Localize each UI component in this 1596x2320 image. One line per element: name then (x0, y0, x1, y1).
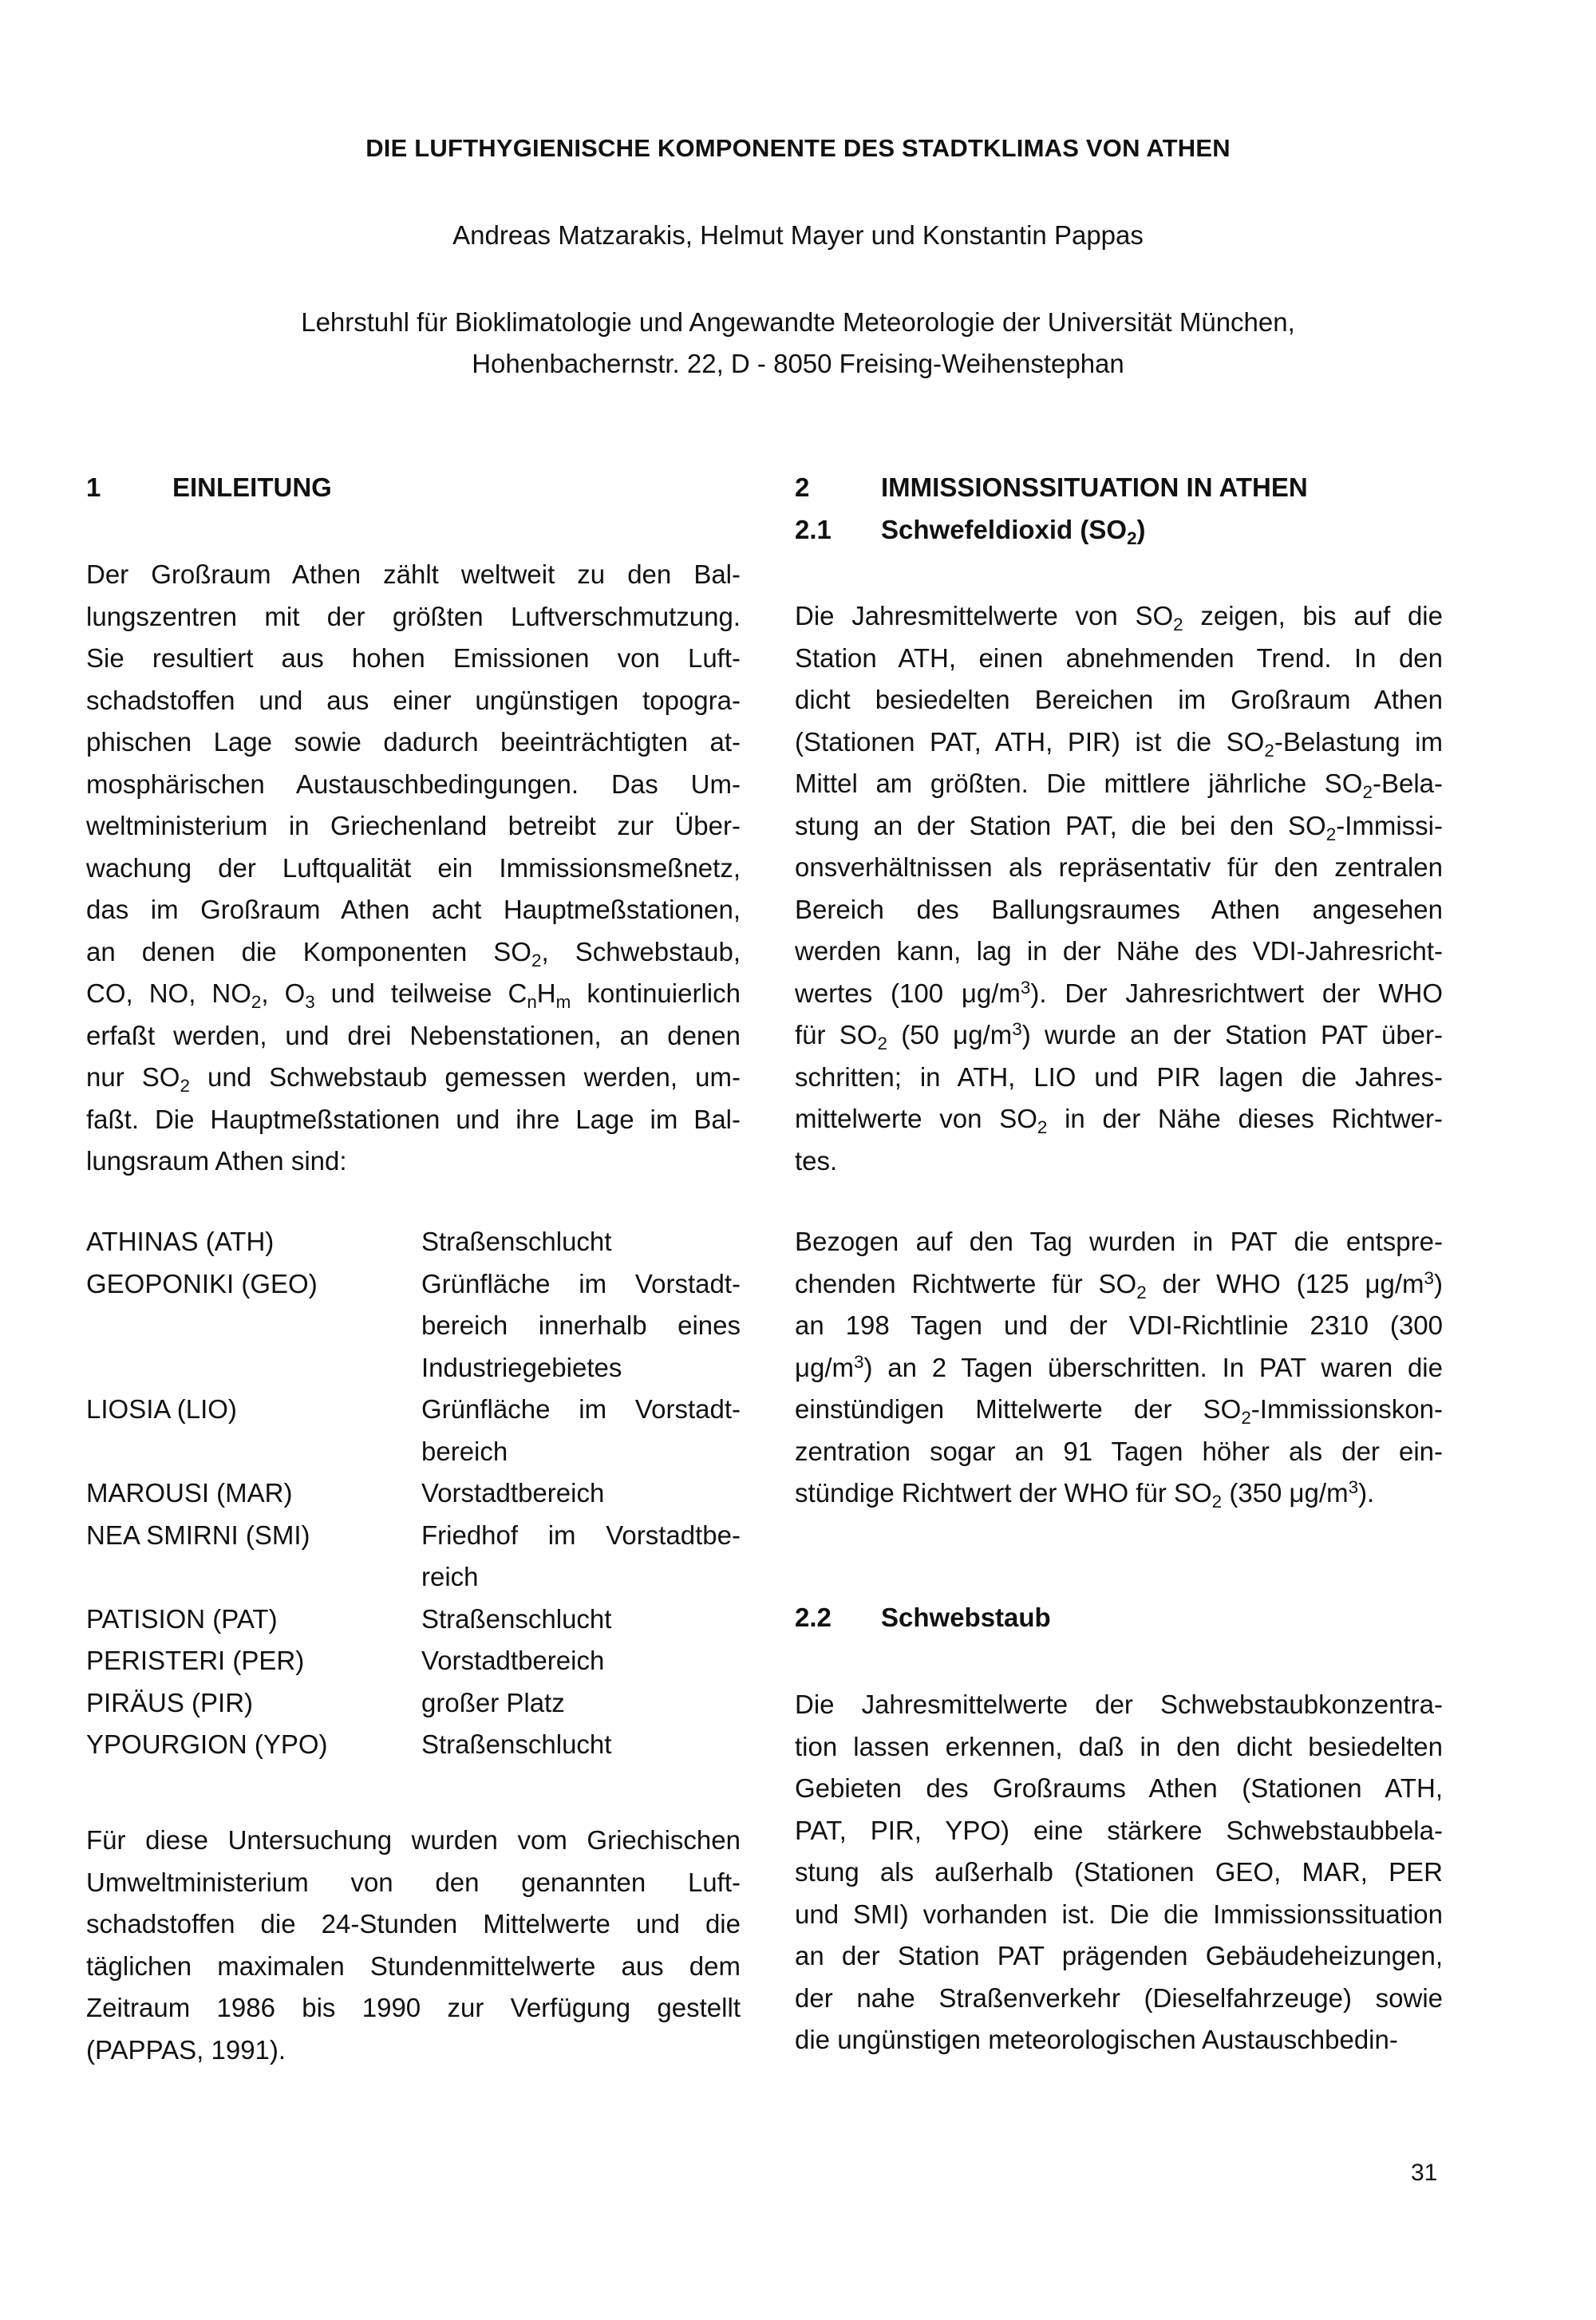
section-1-intro (86, 554, 741, 1183)
subsection-2-2-number: 2.2 (795, 1603, 832, 1632)
station-name: ATHINAS (ATH) (86, 1227, 275, 1256)
text-line: stung als außerhalb (Stationen GEO, MAR, PER (795, 1857, 1443, 1887)
station-description (421, 1515, 741, 1599)
text-line: das im Großraum Athen acht Hauptmeßstationen, (86, 895, 741, 924)
station-description-line: bereich innerhalb eines (421, 1310, 741, 1340)
text-line: einstündigen Mittelwerte der $SO_2-Immissionskon-$ (795, 1394, 1443, 1429)
page-number: 31 (1411, 2160, 1438, 2186)
text-line: der nahe Straßenverkehr (Dieselfahrzeuge) sowie (795, 1982, 1443, 2013)
text-line: Bereich des Ballungsraumes Athen angesehen (795, 894, 1443, 924)
text-line: stündige Richtwert der WHO für $SO_2$ (350 $\mu g/m^3$). (795, 1476, 1375, 1512)
station-row (86, 1389, 741, 1472)
station-description (421, 1682, 741, 1725)
station-description-line: bereich (421, 1436, 508, 1466)
station-description-line: Vorstadtbereich (421, 1646, 605, 1675)
text-line: Bezogen auf den Tag wurden in PAT die entspre- (795, 1227, 1443, 1256)
text-line: Zeitraum 1986 bis 1990 zur Verfügung gestellt (86, 1993, 741, 2022)
text-line: Sie resultiert aus hohen Emissionen von Luft- (86, 643, 741, 673)
text-line: erfaßt werden, und drei Nebenstationen, an denen (86, 1020, 741, 1050)
text-line: zentration sogar an 91 Tagen höher als der ein- (795, 1436, 1443, 1466)
station-description-line: Straßenschlucht (421, 1603, 612, 1634)
text-line: an der Station PAT prägenden Gebäudeheizungen, (795, 1941, 1443, 1970)
station-description (421, 1389, 741, 1472)
section-2-number: 2 (795, 472, 810, 502)
text-line: und SMI) vorhanden ist. Die die Immissionssituation (795, 1899, 1443, 1929)
text-line: täglichen maximalen Stundenmittelwerte aus dem (86, 1950, 741, 1981)
text-line: an 198 Tagen und der VDI-Richtlinie 2310 (300 (795, 1310, 1443, 1340)
station-description (421, 1599, 741, 1641)
text-line: an denen die Komponenten $SO_2$, Schwebstaub, (86, 936, 741, 970)
station-list (86, 1221, 741, 1766)
text-line: für $SO_2$ (50 $\mu g/m^3$) wurde an der Station PAT über- (795, 1018, 1444, 1054)
authors: Andreas Matzarakis, Helmut Mayer und Konstantin Pappas (452, 220, 1144, 250)
subsection-2-1-heading (795, 515, 1146, 549)
text-line: mittelwerte von $SO_2$ in der Nähe dieses Richtwer- (795, 1104, 1443, 1138)
subsection-2-1-paragraph-2 (795, 1221, 1443, 1515)
station-description-line: Straßenschlucht (421, 1729, 612, 1759)
subsection-2-2-heading (795, 1603, 1051, 1633)
station-description (421, 1221, 741, 1263)
station-name: LIOSIA (LIO) (86, 1394, 237, 1424)
text-line: dicht besiedelten Bereichen im Großraum Athen (795, 685, 1443, 714)
text-line: (PAPPAS, 1991). (86, 2034, 286, 2065)
text-line: schritten; in ATH, LIO und PIR lagen die Jahres- (795, 1061, 1443, 1092)
text-line: Die Jahresmittelwerte der Schwebstaubkonzentra- (795, 1690, 1443, 1719)
station-description-line: Grünfläche im Vorstadt- (421, 1268, 741, 1298)
station-description (421, 1640, 741, 1682)
subsection-2-2-paragraph (795, 1684, 1443, 2061)
text-line: onsverhältnissen als repräsentativ für den zentralen (795, 852, 1443, 882)
text-line: werden kann, lag in der Nähe des VDI-Jahresricht- (795, 936, 1443, 966)
text-line: chenden Richtwerte für $SO_2$ der WHO (125 $\mu g/m^3$) (795, 1267, 1443, 1302)
text-line: Gebieten des Großraums Athen (Stationen ATH, (795, 1773, 1443, 1803)
station-description-line: großer Platz (421, 1687, 565, 1717)
station-name: PATISION (PAT) (86, 1603, 278, 1634)
text-line: phischen Lage sowie dadurch beeinträchtigten at- (86, 727, 741, 757)
paper-title: DIE LUFTHYGIENISCHE KOMPONENTE DES STADTKLIMAS VON ATHEN (365, 134, 1231, 162)
station-row (86, 1221, 741, 1263)
station-row (86, 1599, 741, 1641)
station-row (86, 1724, 741, 1766)
text-line: $\mu g/m^3$) an 2 Tagen überschritten. In PAT waren die (795, 1351, 1443, 1382)
station-description-line: Industriegebietes (421, 1352, 622, 1382)
section-1-closing (86, 1820, 741, 2071)
station-name: PIRÄUS (PIR) (86, 1687, 254, 1717)
section-2-title: IMMISSIONSSITUATION IN ATHEN (881, 472, 1308, 502)
subsection-2-1-paragraph-1 (795, 595, 1443, 1182)
text-line: wertes (100 $\mu g/m^3$). Der Jahresrichtwert der WHO (795, 977, 1443, 1008)
station-name: MAROUSI (MAR) (86, 1478, 293, 1508)
section-2-heading (795, 472, 1308, 503)
section-1-heading (86, 472, 332, 503)
station-row (86, 1682, 741, 1725)
text-line: schadstoffen und aus einer ungünstigen topogra- (86, 685, 741, 715)
affiliation-line-1: Lehrstuhl für Bioklimatologie und Angewandte Meteorologie der Universität München, (301, 307, 1295, 337)
text-line: faßt. Die Hauptmeßstationen und ihre Lage im Bal- (86, 1104, 741, 1134)
text-line: tes. (795, 1145, 838, 1176)
station-description (421, 1724, 741, 1766)
text-line: Die Jahresmittelwerte von $SO_2$ zeigen, bis auf die (795, 601, 1443, 635)
station-row (86, 1640, 741, 1682)
station-name: YPOURGION (YPO) (86, 1729, 328, 1759)
text-line: die ungünstigen meteorologischen Austauschbedin- (795, 2025, 1398, 2054)
station-description-line: Straßenschlucht (421, 1227, 612, 1256)
station-row (86, 1515, 741, 1599)
station-description-line: Vorstadtbereich (421, 1478, 605, 1508)
text-line: tion lassen erkennen, daß in den dicht besiedelten (795, 1731, 1443, 1761)
text-line: lungsraum Athen sind: (86, 1146, 347, 1176)
text-line: wachung der Luftqualität ein Immissionsmeßnetz, (86, 852, 741, 883)
station-row (86, 1472, 741, 1515)
affiliation (0, 302, 1596, 385)
subsection-2-2-title: Schwebstaub (881, 1603, 1051, 1632)
text-line: schadstoffen die 24-Stunden Mittelwerte und die (86, 1909, 741, 1939)
text-line: mosphärischen Austauschbedingungen. Das Um- (86, 769, 741, 799)
subsection-2-1-title: Schwefeldioxid $(SO_2)$ (881, 515, 1146, 549)
station-description-line: Grünfläche im Vorstadt- (421, 1394, 741, 1424)
subsection-2-1-number: 2.1 (795, 515, 832, 544)
text-line: nur $SO_2$ und Schwebstaub gemessen werden, um- (86, 1062, 741, 1097)
station-description-line: Friedhof im Vorstadtbe- (421, 1520, 741, 1550)
station-name: GEOPONIKI (GEO) (86, 1268, 318, 1298)
text-line: (Stationen PAT, ATH, PIR) ist die $SO_2$-Belastung im (795, 726, 1443, 761)
text-line: stung an der Station PAT, die bei den $SO_2-Immissi-$ (795, 810, 1443, 844)
station-row (86, 1263, 741, 1389)
text-line: lungszentren mit der größten Luftverschmutzung. (86, 601, 741, 631)
text-line: Umweltministerium von den genannten Luft- (86, 1867, 741, 1897)
text-line: PAT, PIR, YPO) eine stärkere Schwebstaubbela- (795, 1815, 1443, 1845)
text-line: Station ATH, einen abnehmenden Trend. In den (795, 642, 1443, 673)
text-line: weltministerium in Griechenland betreibt zur Über- (86, 811, 741, 840)
station-name: PERISTERI (PER) (86, 1646, 305, 1675)
station-description (421, 1472, 741, 1515)
text-line: Mittel am größten. Die mittlere jährliche $SO_2-Bela-$ (795, 769, 1443, 803)
section-1-number: 1 (86, 472, 101, 502)
text-line: Für diese Untersuchung wurden vom Griechischen (86, 1825, 741, 1855)
affiliation-line-2: Hohenbachernstr. 22, D - 8050 Freising-Weihenstephan (472, 349, 1124, 378)
station-description-line: reich (421, 1562, 479, 1591)
station-description (421, 1263, 741, 1389)
text-line: CO, NO, $NO_2$, $O_3$ und teilweise $C_nH_m$ kontinuierlich (86, 978, 741, 1013)
text-line: Der Großraum Athen zählt weltweit zu den Bal- (86, 559, 741, 589)
station-name: NEA SMIRNI (SMI) (86, 1520, 310, 1550)
section-1-title: EINLEITUNG (172, 472, 332, 502)
